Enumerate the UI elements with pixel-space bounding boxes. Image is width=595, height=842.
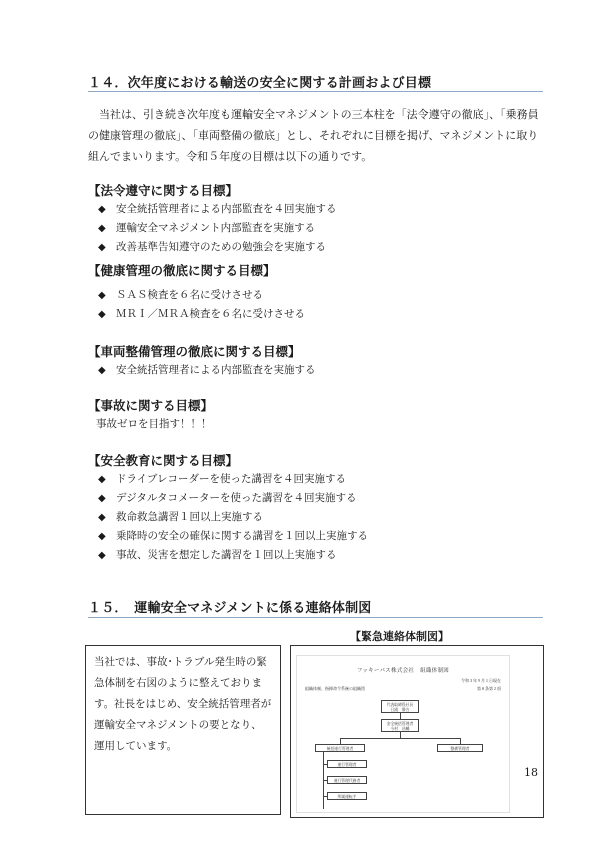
diamond-bullet-icon: ◆ <box>98 550 106 561</box>
section-14-intro: 当社は、引き続き次年度も運輸安全マネジメントの三本柱を「法令遵守の徹底」、「乗務員の健康管理の徹底」、「車両整備の徹底」とし、それぞれに目標を掲げ、マネジメントに取り組んでまいります。令和５年度の目標は以下の通りです。 <box>88 108 539 163</box>
org-chart-subtitle: 組織体制、指揮命令系統の組織図 <box>305 686 365 691</box>
diamond-bullet-icon: ◆ <box>98 242 106 253</box>
goal-group-accident <box>88 396 528 434</box>
section-15-title: １５． 運輸安全マネジメントに係る連絡体制図 <box>88 601 372 616</box>
org-box-deputy-manager: 運行管理代務者 <box>327 776 367 784</box>
goal-item: ◆ デジタルタコメーターを使った講習を４回実施する <box>98 489 528 508</box>
org-connector <box>340 738 460 739</box>
goal-group-education <box>88 451 528 565</box>
diamond-bullet-icon: ◆ <box>98 290 106 301</box>
goal-heading: 【安全教育に関する目標】 <box>88 453 239 468</box>
diamond-bullet-icon: ◆ <box>98 204 106 215</box>
goal-heading: 【車両整備管理の徹底に関する目標】 <box>88 344 301 359</box>
org-chart-date: 令和３年９月１日現在 <box>461 678 501 683</box>
org-box-maintenance: 整備管理者 <box>437 744 483 752</box>
page-number: 18 <box>524 766 538 779</box>
goal-item: ◆ 事故、災害を想定した講習を１回以上実施する <box>98 546 528 565</box>
goal-item: ◆ ＳＡＳ検査を６名に受けさせる <box>98 286 528 305</box>
goal-item: ◆ 安全統括管理者による内部監査を４回実施する <box>98 200 528 219</box>
section-14-title: １４．次年度における輸送の安全に関する計画および目標 <box>88 76 432 91</box>
org-box-president: 代表取締役社長 日浦 勝吉 <box>381 700 419 713</box>
diamond-bullet-icon: ◆ <box>98 223 106 234</box>
goal-item: ◆ ドライブレコーダーを使った講習を４回実施する <box>98 470 528 489</box>
goal-list <box>98 286 528 324</box>
goal-list <box>98 200 528 257</box>
diamond-bullet-icon: ◆ <box>98 365 106 376</box>
goal-list <box>98 470 528 565</box>
goal-item: ◆ 運輸安全マネジメント内部監査を実施する <box>98 219 528 238</box>
diamond-bullet-icon: ◆ <box>98 309 106 320</box>
goal-group-legal <box>88 181 528 257</box>
goal-item: ◆ ＭＲＩ／ＭＲＡ検査を６名に受けさせる <box>98 305 528 324</box>
org-chart-figure <box>290 645 544 818</box>
goal-heading: 【健康管理の徹底に関する目標】 <box>88 263 276 278</box>
figure-caption: 【緊急連絡体制図】 <box>350 630 449 643</box>
goal-text: 事故ゼロを目指す！！！ <box>96 418 212 430</box>
diamond-bullet-icon: ◆ <box>98 531 106 542</box>
org-chart-revision: 第８条第２項 <box>477 686 501 691</box>
org-box-drivers: 所属運転手 <box>327 792 367 800</box>
contact-system-description: 当社では、事故･トラブル発生時の緊急体制を右図のように整えております。社長をはじめ、安全統括管理者が運輸安全マネジメントの要となり、運用しています。 <box>85 645 281 815</box>
org-box-chief-operations: 統括運行管理者 <box>315 744 365 752</box>
diamond-bullet-icon: ◆ <box>98 512 106 523</box>
org-box-operations-manager: 運行管理者 <box>327 760 367 768</box>
section-15-rule <box>88 617 543 618</box>
section-14-rule <box>88 91 543 92</box>
goal-list <box>98 361 528 380</box>
org-chart-title: フッキーバス株式会社 組織体制図 <box>356 668 450 674</box>
goal-item: ◆ 救命救急講習１回以上実施する <box>98 508 528 527</box>
diamond-bullet-icon: ◆ <box>98 474 106 485</box>
org-chart-document <box>297 656 509 812</box>
goal-group-health <box>88 261 528 324</box>
goal-item: ◆ 乗降時の安全の確保に関する講習を１回以上実施する <box>98 527 528 546</box>
goal-group-vehicle <box>88 342 528 380</box>
goal-item: ◆ 改善基準告知遵守のための勉強会を実施する <box>98 238 528 257</box>
diamond-bullet-icon: ◆ <box>98 493 106 504</box>
goal-heading: 【法令遵守に関する目標】 <box>88 183 239 198</box>
goal-heading: 【事故に関する目標】 <box>88 398 214 413</box>
goal-item: ◆ 安全統括管理者による内部監査を実施する <box>98 361 528 380</box>
org-box-safety-manager: 安全統括管理者 今村 昌輔 <box>381 719 419 732</box>
